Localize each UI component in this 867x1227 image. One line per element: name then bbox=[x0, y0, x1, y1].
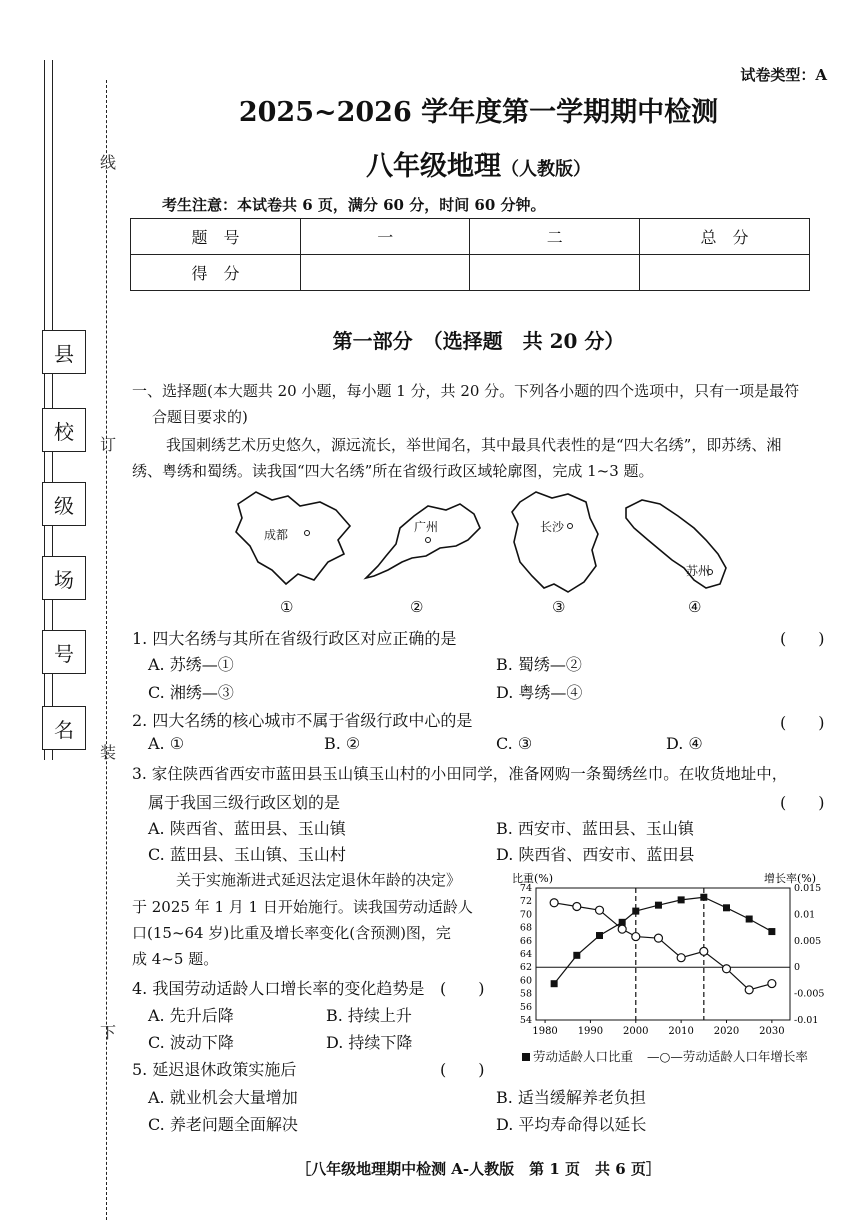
right-axis-label: 增长率(%) bbox=[764, 872, 817, 885]
score-table bbox=[130, 218, 810, 291]
option-2d: D. ④ bbox=[666, 734, 703, 753]
question-3: 3. 家住陕西省西安市蓝田县玉山镇玉山村的小田同学，准备网购一条蜀绣丝巾。在收货地址中， bbox=[132, 765, 788, 783]
option-3b: B. 西安市、蓝田县、玉山镇 bbox=[496, 819, 694, 838]
binding-word-line: 线 bbox=[100, 153, 117, 172]
part-heading: 第一部分 （选择题 共 20 分） bbox=[332, 329, 625, 353]
binding-box-school: 校 bbox=[42, 408, 86, 452]
option-4a: A. 先升后降 bbox=[148, 1006, 234, 1025]
question-1: 1. 四大名绣与其所在省级行政区对应正确的是 bbox=[132, 629, 457, 648]
passage: 我国刺绣艺术历史悠久，源远流长，举世闻名，其中最具代表性的是“四大名绣”，即苏绣、湘 bbox=[166, 436, 782, 454]
growth-point bbox=[573, 902, 581, 910]
growth-point bbox=[768, 980, 776, 988]
question-4: 4. 我国劳动适龄人口增长率的变化趋势是 bbox=[132, 979, 425, 998]
option-4d: D. 持续下降 bbox=[326, 1033, 413, 1052]
section-intro: 一、选择题(本大题共 20 小题，每小题 1 分，共 20 分。下列各小题的四个选项中，只有一项是最符 bbox=[132, 382, 800, 400]
passage-2: 口(15~64 岁)比重及增长率变化(含预测)图，完 bbox=[132, 924, 451, 942]
share-point bbox=[655, 902, 662, 909]
option-4b: B. 持续上升 bbox=[326, 1006, 412, 1025]
score-input[interactable] bbox=[470, 255, 640, 291]
growth-point bbox=[745, 986, 753, 994]
binding-word-order: 订 bbox=[100, 435, 117, 454]
score-cell: 一 bbox=[300, 219, 470, 255]
score-table-row bbox=[131, 219, 810, 255]
growth-point bbox=[700, 947, 708, 955]
legend-series-1: 劳动适龄人口比重 bbox=[533, 1049, 634, 1064]
exam-notice: 考生注意：本试卷共 6 页，满分 60 分，时间 60 分钟。 bbox=[162, 196, 546, 214]
y-right-tick-label: 0 bbox=[794, 962, 801, 974]
passage-2: 于 2025 年 1 月 1 日开始施行。读我国劳动适龄人 bbox=[132, 898, 473, 916]
subtitle-main: 八年级地理 bbox=[366, 151, 501, 182]
y-right-tick-label: 0.01 bbox=[794, 909, 816, 921]
growth-point bbox=[550, 899, 558, 907]
legend-square-icon bbox=[522, 1053, 530, 1061]
binding-box-county: 县 bbox=[42, 330, 86, 374]
option-1b: B. 蜀绣—② bbox=[496, 655, 582, 674]
option-1d: D. 粤绣—④ bbox=[496, 683, 583, 702]
option-1c: C. 湘绣—③ bbox=[148, 683, 234, 702]
paper-type: 试卷类型：A bbox=[740, 66, 827, 84]
option-3d: D. 陕西省、西安市、蓝田县 bbox=[496, 845, 695, 864]
option-2c: C. ③ bbox=[496, 734, 533, 753]
answer-paren-2[interactable]: ( ) bbox=[780, 713, 825, 732]
y-left-tick-label: 74 bbox=[519, 883, 532, 894]
option-2b: B. ② bbox=[324, 734, 361, 753]
score-cell: 总 分 bbox=[640, 219, 810, 255]
share-point bbox=[746, 916, 753, 923]
y-left-tick-label: 66 bbox=[519, 935, 532, 947]
share-point bbox=[678, 896, 685, 903]
province-map-sichuan bbox=[228, 488, 356, 588]
binding-box-name: 名 bbox=[42, 706, 86, 750]
y-left-tick-label: 68 bbox=[519, 922, 532, 934]
y-left-tick-label: 60 bbox=[519, 975, 532, 987]
y-left-tick-label: 64 bbox=[519, 949, 532, 960]
section-intro: 合题目要求的) bbox=[152, 408, 248, 426]
option-2a: A. ① bbox=[148, 734, 185, 753]
question-3-cont: 属于我国三级行政区划的是 bbox=[148, 793, 341, 812]
binding-word-bind: 装 bbox=[100, 743, 117, 762]
map-city-label: 广州 bbox=[414, 520, 439, 534]
page-footer: ［八年级地理期中检测 A-人教版 第 1 页 共 6 页］ bbox=[296, 1160, 661, 1178]
share-point bbox=[632, 908, 639, 915]
score-cell: 题 号 bbox=[131, 219, 301, 255]
share-point bbox=[596, 932, 603, 939]
chart-legend bbox=[522, 1047, 808, 1065]
y-left-tick-label: 58 bbox=[519, 988, 532, 1000]
province-map-hunan bbox=[506, 488, 606, 596]
score-cell: 二 bbox=[470, 219, 640, 255]
answer-paren-3[interactable]: ( ) bbox=[780, 793, 825, 812]
growth-point bbox=[632, 933, 640, 941]
answer-paren-4[interactable]: ( ) bbox=[440, 979, 485, 998]
map-number: ① bbox=[280, 598, 294, 616]
share-point bbox=[723, 904, 730, 911]
share-point bbox=[700, 894, 707, 901]
option-5c: C. 养老问题全面解决 bbox=[148, 1115, 298, 1134]
option-1a: A. 苏绣—① bbox=[148, 655, 234, 674]
answer-paren-1[interactable]: ( ) bbox=[780, 629, 825, 648]
y-left-tick-label: 72 bbox=[519, 896, 532, 908]
option-5b: B. 适当缓解养老负担 bbox=[496, 1088, 646, 1107]
map-city-label: 成都 bbox=[264, 528, 289, 542]
growth-point bbox=[618, 925, 626, 933]
binding-box-grade: 级 bbox=[42, 482, 86, 526]
passage: 绣、粤绣和蜀绣。读我国“四大名绣”所在省级行政区域轮廓图，完成 1~3 题。 bbox=[132, 462, 654, 480]
map-number: ④ bbox=[688, 598, 702, 616]
map-city-label: 苏州 bbox=[686, 564, 711, 578]
y-left-tick-label: 54 bbox=[519, 1015, 532, 1026]
x-tick-label: 2000 bbox=[623, 1026, 649, 1037]
legend-series-2: 劳动适龄人口年增长率 bbox=[682, 1049, 808, 1064]
legend-circle-icon: —○— bbox=[647, 1049, 683, 1064]
binding-box-room: 场 bbox=[42, 556, 86, 600]
series-share-line bbox=[554, 897, 772, 983]
question-5: 5. 延迟退休政策实施后 bbox=[132, 1060, 297, 1079]
score-input[interactable] bbox=[300, 255, 470, 291]
subtitle bbox=[0, 144, 867, 183]
option-5a: A. 就业机会大量增加 bbox=[148, 1088, 298, 1107]
labor-chart bbox=[506, 866, 836, 1070]
x-tick-label: 1980 bbox=[532, 1026, 558, 1037]
labor-chart-svg bbox=[506, 866, 836, 1066]
growth-point bbox=[723, 965, 731, 973]
share-point bbox=[551, 980, 558, 987]
y-left-tick-label: 70 bbox=[519, 909, 532, 921]
x-tick-label: 2030 bbox=[759, 1026, 785, 1037]
option-3c: C. 蓝田县、玉山镇、玉山村 bbox=[148, 845, 346, 864]
left-axis-label: 比重(%) bbox=[512, 872, 554, 885]
passage-2: 成 4~5 题。 bbox=[132, 950, 219, 968]
y-left-tick-label: 62 bbox=[519, 962, 532, 974]
growth-point bbox=[596, 906, 604, 914]
question-2: 2. 四大名绣的核心城市不属于省级行政中心的是 bbox=[132, 711, 473, 730]
binding-word-down: 下 bbox=[100, 1023, 117, 1042]
share-point bbox=[573, 952, 580, 959]
option-3a: A. 陕西省、蓝田县、玉山镇 bbox=[148, 819, 346, 838]
province-map-guangdong bbox=[356, 500, 484, 586]
y-right-tick-label: 0.005 bbox=[794, 935, 822, 947]
option-5d: D. 平均寿命得以延长 bbox=[496, 1115, 647, 1134]
map-city-label: 长沙 bbox=[540, 520, 565, 534]
page-title: 2025~2026 学年度第一学期期中检测 bbox=[238, 97, 719, 128]
share-point bbox=[768, 928, 775, 935]
map-number: ② bbox=[410, 598, 424, 616]
score-cell: 得 分 bbox=[131, 255, 301, 291]
binding-line-3 bbox=[106, 80, 107, 1220]
growth-point bbox=[677, 954, 685, 962]
y-right-tick-label: -0.005 bbox=[794, 988, 825, 1000]
growth-point bbox=[654, 934, 662, 942]
x-tick-label: 2010 bbox=[668, 1026, 694, 1037]
map-number: ③ bbox=[552, 598, 566, 616]
score-input[interactable] bbox=[640, 255, 810, 291]
passage-2: 关于实施渐进式延迟法定退休年龄的决定》 bbox=[176, 871, 462, 889]
y-left-tick-label: 56 bbox=[519, 1001, 532, 1013]
score-table-row bbox=[131, 255, 810, 291]
option-4c: C. 波动下降 bbox=[148, 1033, 234, 1052]
y-right-tick-label: 0.015 bbox=[794, 883, 822, 894]
x-tick-label: 1990 bbox=[577, 1026, 604, 1037]
y-right-tick-label: -0.01 bbox=[794, 1015, 819, 1026]
binding-box-number: 号 bbox=[42, 630, 86, 674]
x-tick-label: 2020 bbox=[713, 1026, 740, 1037]
province-map-jiangsu bbox=[620, 494, 732, 592]
subtitle-edition: （人教版） bbox=[501, 159, 591, 180]
answer-paren-5[interactable]: ( ) bbox=[440, 1060, 485, 1079]
